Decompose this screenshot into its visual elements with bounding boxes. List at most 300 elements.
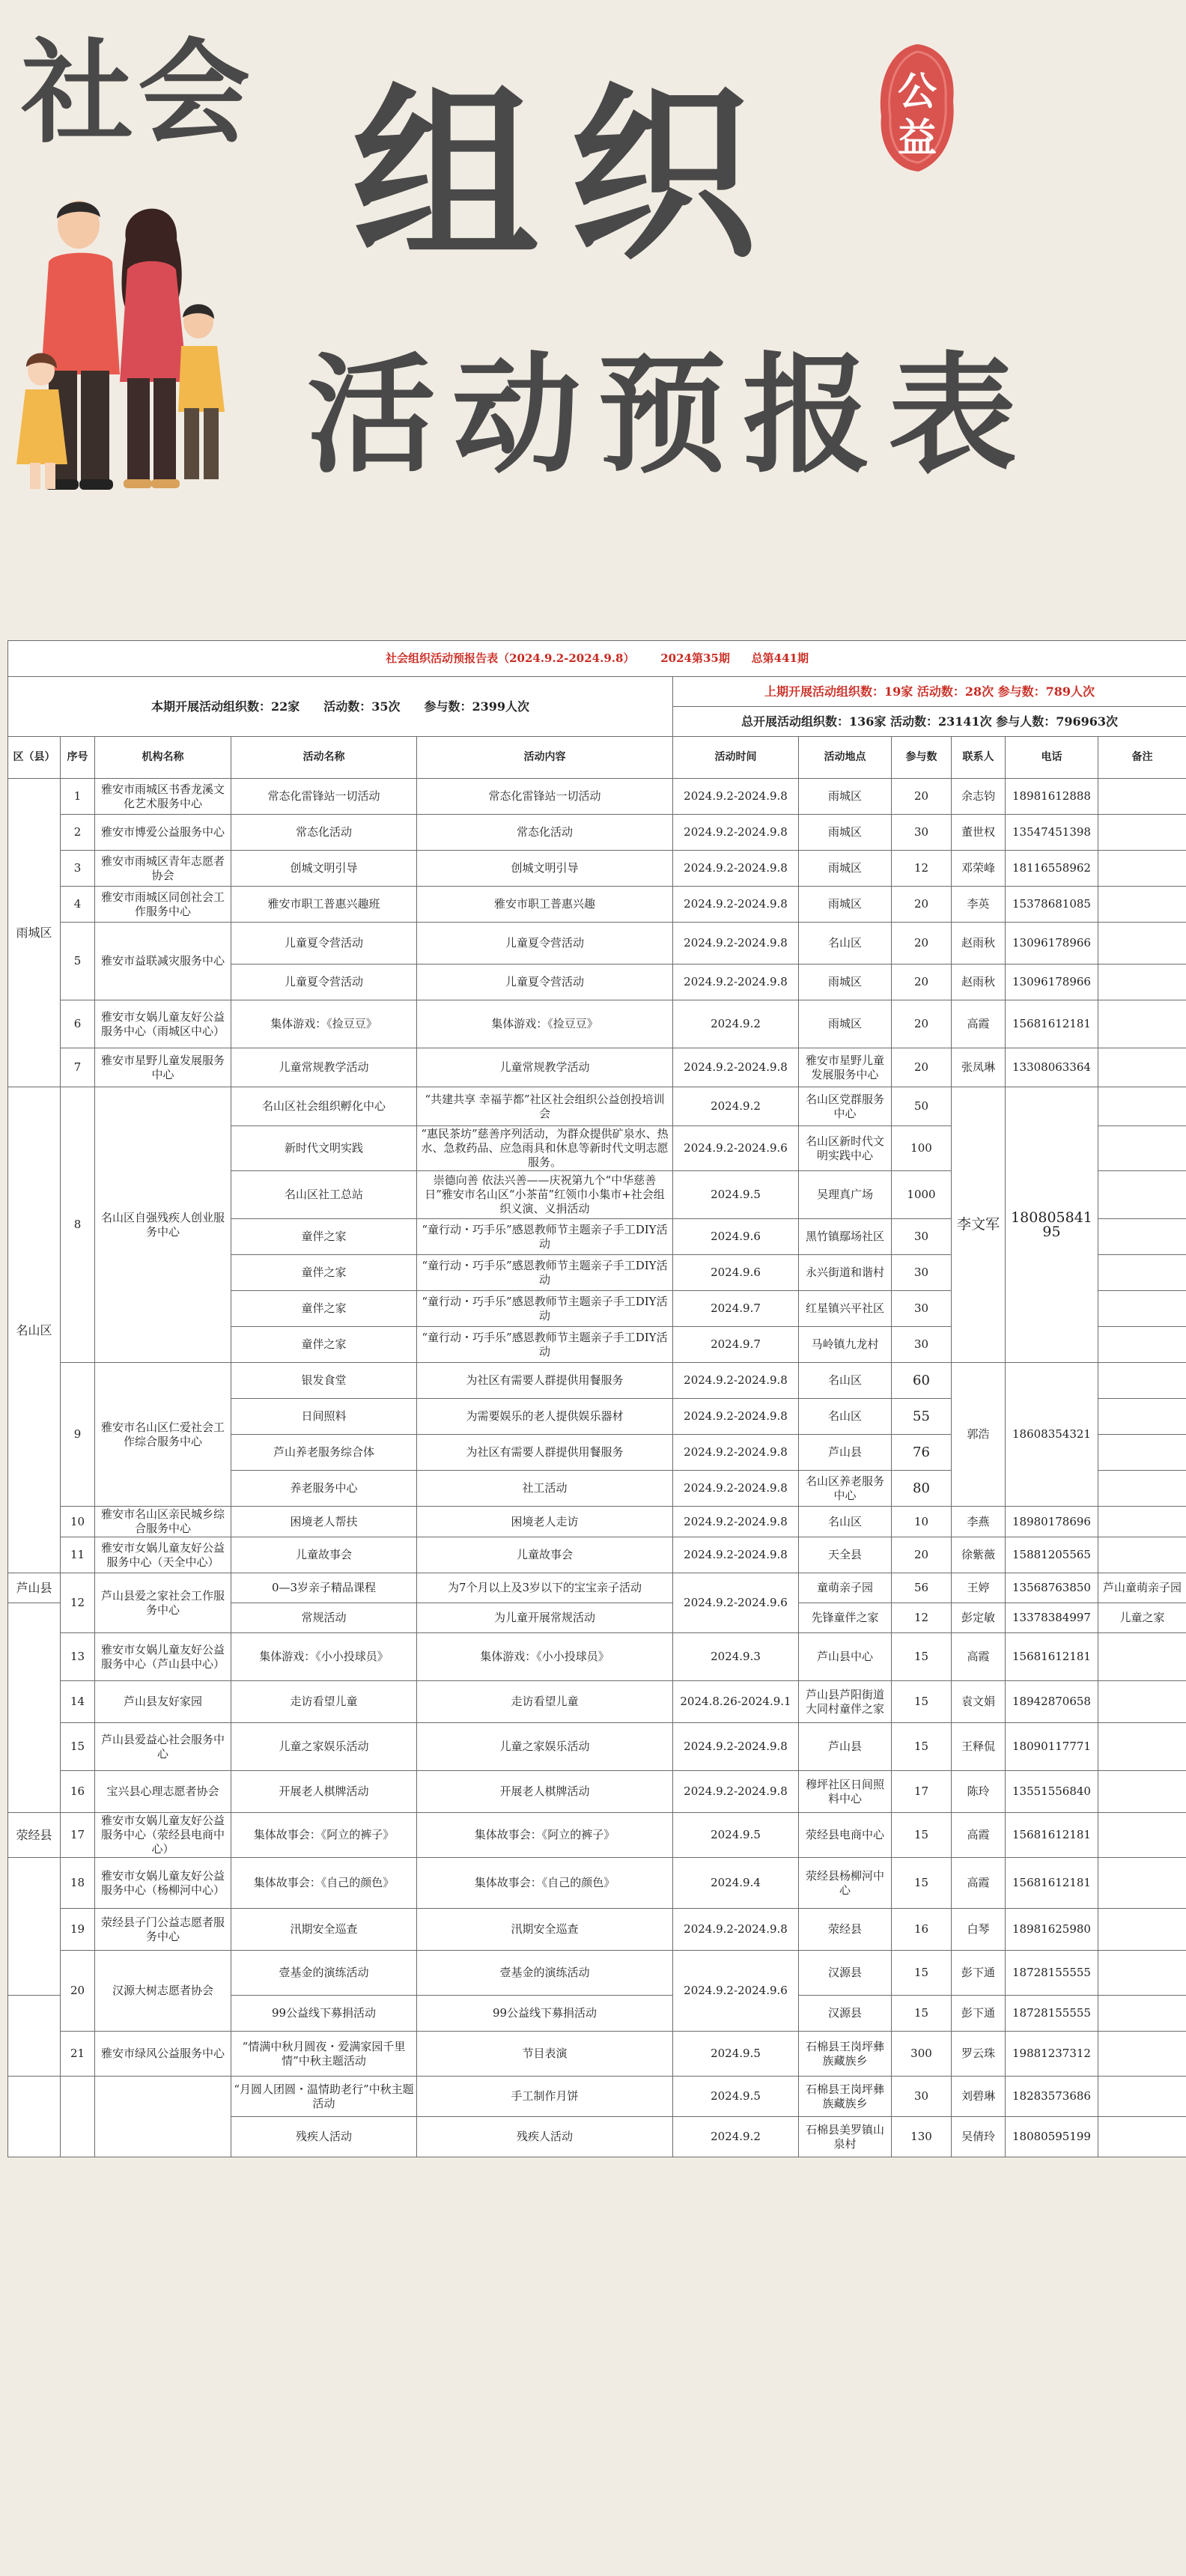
report-total-issue: 总第441期 (751, 651, 809, 665)
cell-count: 20 (892, 779, 952, 815)
cell-name: 童伴之家 (231, 1255, 417, 1291)
cell-note (1098, 2117, 1186, 2157)
cell-count: 30 (892, 1219, 952, 1255)
cell-time: 2024.9.2 (673, 1000, 799, 1048)
cell-place: 雨城区 (799, 779, 892, 815)
cell-count: 30 (892, 1291, 952, 1327)
cell-phone: 18116558962 (1006, 851, 1098, 887)
cell-phone: 18980178696 (1006, 1507, 1098, 1537)
cell-content: “共建共享 幸福芋都”社区社会组织公益创投培训会 (417, 1087, 673, 1126)
cell-count: 20 (892, 1000, 952, 1048)
cell-note (1098, 1507, 1186, 1537)
cell-content: 手工制作月饼 (417, 2077, 673, 2117)
cell-org: 雅安市名山区仁爱社会工作综合服务中心 (95, 1363, 231, 1507)
cell-content: “惠民茶坊”慈善序列活动，为群众提供矿泉水、热水、急救药品、应急雨具和休息等新时代文明志愿服务。 (417, 1126, 673, 1171)
cell-seq: 14 (61, 1681, 95, 1723)
cell-contact: 郭浩 (952, 1363, 1006, 1507)
cell-place: 芦山县 (799, 1723, 892, 1771)
cell-name: 集体游戏：《捡豆豆》 (231, 1000, 417, 1048)
cell-note (1098, 1813, 1186, 1858)
column-header-district: 区（县） (8, 737, 61, 779)
cell-seq: 21 (61, 2032, 95, 2077)
cell-time: 2024.9.6 (673, 1219, 799, 1255)
cell-org: 雅安市女娲儿童友好公益服务中心（荥经县电商中心） (95, 1813, 231, 1858)
cell-time: 2024.9.2-2024.9.6 (673, 1126, 799, 1171)
cell-contact: 赵雨秋 (952, 923, 1006, 965)
cell-note (1098, 2077, 1186, 2117)
cell-seq: 9 (61, 1363, 95, 1507)
cell-name: 新时代文明实践 (231, 1126, 417, 1171)
cell-org: 雅安市女娲儿童友好公益服务中心（雨城区中心） (95, 1000, 231, 1048)
table-row (8, 1858, 1186, 1909)
cell-org: 雅安市雨城区青年志愿者协会 (95, 851, 231, 887)
cell-content: 常态化活动 (417, 815, 673, 851)
report-sheet (7, 640, 1186, 2157)
cell-time: 2024.9.6 (673, 1255, 799, 1291)
cell-phone: 13096178966 (1006, 965, 1098, 1000)
column-header-name: 活动名称 (231, 737, 417, 779)
cell-place: 童萌亲子园 (799, 1573, 892, 1603)
cell-time: 2024.9.2-2024.9.8 (673, 965, 799, 1000)
cell-note (1098, 1909, 1186, 1951)
cell-place: 红星镇兴平社区 (799, 1291, 892, 1327)
cell-content: 集体故事会：《阿立的裤子》 (417, 1813, 673, 1858)
cell-name: 名山区社会组织孵化中心 (231, 1087, 417, 1126)
cell-content: 困境老人走访 (417, 1507, 673, 1537)
cell-contact: 高霞 (952, 1633, 1006, 1681)
cell-district (8, 2077, 61, 2157)
cell-note (1098, 887, 1186, 923)
cell-place: 雅安市星野儿童发展服务中心 (799, 1048, 892, 1087)
cell-count: 60 (892, 1363, 952, 1399)
cell-time: 2024.9.2-2024.9.8 (673, 1399, 799, 1435)
cell-phone: 18981625980 (1006, 1909, 1098, 1951)
cell-place: 雨城区 (799, 851, 892, 887)
cell-org: 汉源大树志愿者协会 (95, 1951, 231, 2032)
cell-phone: 15681612181 (1006, 1813, 1098, 1858)
cell-time: 2024.9.2-2024.9.8 (673, 923, 799, 965)
cell-name: “情满中秋月圆夜・爱满家园千里情”中秋主题活动 (231, 2032, 417, 2077)
cell-contact: 高霞 (952, 1858, 1006, 1909)
cell-time: 2024.9.2 (673, 2117, 799, 2157)
cell-place: 芦山县芦阳街道大同村童伴之家 (799, 1681, 892, 1723)
cell-content: 开展老人棋牌活动 (417, 1771, 673, 1813)
column-header-count: 参与数 (892, 737, 952, 779)
cell-note (1098, 1327, 1186, 1363)
cell-name: “月圆人团圆・温情助老行”中秋主题活动 (231, 2077, 417, 2117)
cell-org: 雅安市雨城区同创社会工作服务中心 (95, 887, 231, 923)
cell-time: 2024.9.2-2024.9.8 (673, 1507, 799, 1537)
cell-time: 2024.9.5 (673, 1171, 799, 1219)
cell-count: 20 (892, 965, 952, 1000)
cell-seq: 20 (61, 1951, 95, 2032)
cell-count: 50 (892, 1087, 952, 1126)
cell-contact: 彭定敏 (952, 1603, 1006, 1633)
cell-seq: 7 (61, 1048, 95, 1087)
cell-content: 社工活动 (417, 1471, 673, 1507)
cell-count: 55 (892, 1399, 952, 1435)
cell-time: 2024.9.5 (673, 2077, 799, 2117)
cell-place: 荥经县 (799, 1909, 892, 1951)
cell-time: 2024.9.2-2024.9.8 (673, 1363, 799, 1399)
last-summary: 上期开展活动组织数：19家 活动数：28次 参与数：789人次 (673, 677, 1186, 707)
cell-time: 2024.8.26-2024.9.1 (673, 1681, 799, 1723)
cell-seq: 16 (61, 1771, 95, 1813)
cell-content: “童行动・巧手乐”感恩教师节主题亲子手工DIY活动 (417, 1219, 673, 1255)
cell-content: 残疾人活动 (417, 2117, 673, 2157)
cell-org: 雅安市女娲儿童友好公益服务中心（杨柳河中心） (95, 1858, 231, 1909)
cell-note (1098, 1000, 1186, 1048)
title-line-3: 活动预报表 (307, 340, 1033, 490)
cell-name: 名山区社工总站 (231, 1171, 417, 1219)
cell-name: 常态化雷锋站一切活动 (231, 779, 417, 815)
cell-count: 300 (892, 2032, 952, 2077)
cell-seq: 13 (61, 1633, 95, 1681)
table-row (8, 851, 1186, 887)
cell-content: 为儿童开展常规活动 (417, 1603, 673, 1633)
cell-phone: 18942870658 (1006, 1681, 1098, 1723)
title-line-2: 组织 (352, 67, 786, 285)
cell-time: 2024.9.5 (673, 2032, 799, 2077)
cell-place: 名山区 (799, 1399, 892, 1435)
cell-place: 汉源县 (799, 1951, 892, 1996)
table-row (8, 1507, 1186, 1537)
cell-phone: 19881237312 (1006, 2032, 1098, 2077)
cell-time: 2024.9.5 (673, 1813, 799, 1858)
cell-count: 12 (892, 851, 952, 887)
cell-note (1098, 1537, 1186, 1573)
table-row (8, 815, 1186, 851)
cell-seq: 10 (61, 1507, 95, 1537)
cell-name: 常规活动 (231, 1603, 417, 1633)
cell-count: 100 (892, 1126, 952, 1171)
column-header-time: 活动时间 (673, 737, 799, 779)
table-row (8, 1573, 1186, 1603)
cell-name: 儿童故事会 (231, 1537, 417, 1573)
cell-phone: 18981612888 (1006, 779, 1098, 815)
cell-time: 2024.9.2 (673, 1087, 799, 1126)
cell-org (95, 2077, 231, 2157)
cell-note (1098, 815, 1186, 851)
cell-count: 30 (892, 1327, 952, 1363)
cell-time: 2024.9.4 (673, 1858, 799, 1909)
column-header-note: 备注 (1098, 737, 1186, 779)
cell-time: 2024.9.2-2024.9.8 (673, 1909, 799, 1951)
table-row (8, 1681, 1186, 1723)
cell-place: 名山区党群服务中心 (799, 1087, 892, 1126)
cell-contact: 徐紫薇 (952, 1537, 1006, 1573)
cell-content: 走访看望儿童 (417, 1681, 673, 1723)
cell-place: 名山区 (799, 1363, 892, 1399)
cell-time: 2024.9.2-2024.9.8 (673, 887, 799, 923)
cell-time: 2024.9.2-2024.9.8 (673, 1723, 799, 1771)
cell-count: 15 (892, 1813, 952, 1858)
cell-content: 为社区有需要人群提供用餐服务 (417, 1363, 673, 1399)
cell-phone: 15378681085 (1006, 887, 1098, 923)
cell-place: 吴理真广场 (799, 1171, 892, 1219)
cell-seq: 12 (61, 1573, 95, 1633)
cell-content: 壹基金的演练活动 (417, 1951, 673, 1996)
cell-phone: 18080584195 (1006, 1087, 1098, 1363)
cell-note (1098, 779, 1186, 815)
cell-seq (61, 2077, 95, 2157)
cell-phone: 13378384997 (1006, 1603, 1098, 1633)
cell-time: 2024.9.3 (673, 1633, 799, 1681)
cell-contact: 袁文娟 (952, 1681, 1006, 1723)
cell-seq: 18 (61, 1858, 95, 1909)
cell-place: 雨城区 (799, 815, 892, 851)
cell-note (1098, 1858, 1186, 1909)
cell-count: 15 (892, 1633, 952, 1681)
cell-name: 常态化活动 (231, 815, 417, 851)
cell-phone: 15681612181 (1006, 1858, 1098, 1909)
cell-note (1098, 1255, 1186, 1291)
cell-contact: 董世权 (952, 815, 1006, 851)
cell-phone: 15681612181 (1006, 1000, 1098, 1048)
cell-phone: 18283573686 (1006, 2077, 1098, 2117)
cell-place: 石棉县王岗坪彝族藏族乡 (799, 2077, 892, 2117)
cell-phone: 13096178966 (1006, 923, 1098, 965)
cell-note (1098, 1219, 1186, 1255)
cell-org: 雅安市博爱公益服务中心 (95, 815, 231, 851)
table-row (8, 1000, 1186, 1048)
table-row (8, 1813, 1186, 1858)
cell-place: 雨城区 (799, 1000, 892, 1048)
cell-note (1098, 2032, 1186, 2077)
cell-note (1098, 1087, 1186, 1126)
cell-time: 2024.9.7 (673, 1291, 799, 1327)
report-title-cell (8, 641, 1186, 677)
cell-org: 荥经县子门公益志愿者服务中心 (95, 1909, 231, 1951)
cell-name: 创城文明引导 (231, 851, 417, 887)
cell-content: 为需要娱乐的老人提供娱乐器材 (417, 1399, 673, 1435)
cell-place: 穆坪社区日间照料中心 (799, 1771, 892, 1813)
cell-note (1098, 1471, 1186, 1507)
cell-content: 为社区有需要人群提供用餐服务 (417, 1435, 673, 1471)
cell-place: 永兴街道和谐村 (799, 1255, 892, 1291)
seal-text (880, 69, 955, 162)
cell-count: 30 (892, 815, 952, 851)
cell-note (1098, 1681, 1186, 1723)
cell-district (8, 1858, 61, 1996)
family-illustration-icon (7, 180, 247, 509)
cell-content: “童行动・巧手乐”感恩教师节主题亲子手工DIY活动 (417, 1291, 673, 1327)
table-row (8, 1087, 1186, 1126)
cell-name: 集体故事会：《自己的颜色》 (231, 1858, 417, 1909)
column-header-place: 活动地点 (799, 737, 892, 779)
cell-time: 2024.9.2-2024.9.6 (673, 1951, 799, 2032)
cell-name: 童伴之家 (231, 1291, 417, 1327)
cell-count: 15 (892, 1858, 952, 1909)
cell-org: 雅安市女娲儿童友好公益服务中心（天全中心） (95, 1537, 231, 1573)
column-header-phone: 电话 (1006, 737, 1098, 779)
cell-content: 崇德向善 依法兴善——庆祝第九个“中华慈善日”雅安市名山区“小茶苗”红领巾小集市+社会组织义演、义捐活动 (417, 1171, 673, 1219)
cell-note: 芦山童萌亲子园 (1098, 1573, 1186, 1603)
cell-phone: 15681612181 (1006, 1633, 1098, 1681)
cell-phone: 18080595199 (1006, 2117, 1098, 2157)
cell-place: 名山区新时代文明实践中心 (799, 1126, 892, 1171)
cell-count: 15 (892, 1996, 952, 2032)
cell-name: 集体故事会：《阿立的裤子》 (231, 1813, 417, 1858)
cell-count: 10 (892, 1507, 952, 1537)
cell-content: “童行动・巧手乐”感恩教师节主题亲子手工DIY活动 (417, 1327, 673, 1363)
cell-org: 雅安市绿风公益服务中心 (95, 2032, 231, 2077)
cell-name: 开展老人棋牌活动 (231, 1771, 417, 1813)
cell-name: 儿童之家娱乐活动 (231, 1723, 417, 1771)
cell-place: 马岭镇九龙村 (799, 1327, 892, 1363)
cell-note (1098, 1435, 1186, 1471)
cell-seq: 2 (61, 815, 95, 851)
cell-note (1098, 1996, 1186, 2032)
cell-time: 2024.9.2-2024.9.8 (673, 1435, 799, 1471)
cell-seq: 11 (61, 1537, 95, 1573)
table-row (8, 1951, 1186, 1996)
column-header-contact: 联系人 (952, 737, 1006, 779)
cell-time: 2024.9.2-2024.9.8 (673, 779, 799, 815)
table-row (8, 779, 1186, 815)
cell-contact: 余志钧 (952, 779, 1006, 815)
cell-contact: 高霞 (952, 1000, 1006, 1048)
cell-seq: 3 (61, 851, 95, 887)
cell-content: 儿童常规教学活动 (417, 1048, 673, 1087)
cell-note (1098, 1171, 1186, 1219)
cell-note (1098, 851, 1186, 887)
cell-place: 石棉县王岗坪彝族藏族乡 (799, 2032, 892, 2077)
cell-time: 2024.9.2-2024.9.8 (673, 815, 799, 851)
cell-name: 儿童夏令营活动 (231, 923, 417, 965)
cell-note (1098, 1363, 1186, 1399)
cell-org: 雅安市名山区亲民城乡综合服务中心 (95, 1507, 231, 1537)
cell-name: 0—3岁亲子精品课程 (231, 1573, 417, 1603)
cell-seq: 4 (61, 887, 95, 923)
cell-seq: 5 (61, 923, 95, 1000)
cell-content: 创城文明引导 (417, 851, 673, 887)
table-row (8, 2077, 1186, 2117)
cell-seq: 8 (61, 1087, 95, 1363)
cell-note (1098, 1633, 1186, 1681)
cell-contact: 白琴 (952, 1909, 1006, 1951)
cell-place: 天全县 (799, 1537, 892, 1573)
cell-seq: 15 (61, 1723, 95, 1771)
cell-org: 雅安市星野儿童发展服务中心 (95, 1048, 231, 1087)
cell-seq: 1 (61, 779, 95, 815)
cell-contact: 王释侃 (952, 1723, 1006, 1771)
cell-count: 76 (892, 1435, 952, 1471)
cell-name: 儿童夏令营活动 (231, 965, 417, 1000)
cell-count: 20 (892, 887, 952, 923)
cell-phone: 18728155555 (1006, 1951, 1098, 1996)
cell-time: 2024.9.7 (673, 1327, 799, 1363)
cell-note: 儿童之家 (1098, 1603, 1186, 1633)
table-row (8, 1723, 1186, 1771)
cell-contact: 邓荣峰 (952, 851, 1006, 887)
cell-name: 日间照料 (231, 1399, 417, 1435)
cell-seq: 17 (61, 1813, 95, 1858)
cell-note (1098, 1048, 1186, 1087)
column-header-seq: 序号 (61, 737, 95, 779)
cell-seq: 19 (61, 1909, 95, 1951)
cell-count: 17 (892, 1771, 952, 1813)
cell-place: 雨城区 (799, 887, 892, 923)
cell-place: 荥经县杨柳河中心 (799, 1858, 892, 1909)
cell-content: 儿童夏令营活动 (417, 923, 673, 965)
cell-content: 集体故事会：《自己的颜色》 (417, 1858, 673, 1909)
cell-name: 残疾人活动 (231, 2117, 417, 2157)
cell-place: 荥经县电商中心 (799, 1813, 892, 1858)
cell-content: 节目表演 (417, 2032, 673, 2077)
cell-note (1098, 1771, 1186, 1813)
cell-place: 雨城区 (799, 965, 892, 1000)
cell-place: 芦山县中心 (799, 1633, 892, 1681)
cell-seq: 6 (61, 1000, 95, 1048)
cell-content: 雅安市职工普惠兴趣 (417, 887, 673, 923)
table-row (8, 923, 1186, 965)
seal-char-2: 益 (897, 116, 937, 161)
cell-content: 集体游戏：《捡豆豆》 (417, 1000, 673, 1048)
cell-name: 儿童常规教学活动 (231, 1048, 417, 1087)
cell-phone: 18090117771 (1006, 1723, 1098, 1771)
cell-content: 儿童之家娱乐活动 (417, 1723, 673, 1771)
cell-note (1098, 965, 1186, 1000)
table-row (8, 2032, 1186, 2077)
cell-contact: 彭下通 (952, 1951, 1006, 1996)
cell-district (8, 1603, 61, 1813)
cell-name: 走访看望儿童 (231, 1681, 417, 1723)
cell-time: 2024.9.2-2024.9.8 (673, 1471, 799, 1507)
cell-name: 养老服务中心 (231, 1471, 417, 1507)
table-row (8, 1048, 1186, 1087)
current-summary: 本期开展活动组织数：22家 活动数：35次 参与数：2399人次 (8, 677, 673, 737)
cell-org: 宝兴县心理志愿者协会 (95, 1771, 231, 1813)
cell-content: 儿童故事会 (417, 1537, 673, 1573)
cell-name: 99公益线下募捐活动 (231, 1996, 417, 2032)
cell-contact: 赵雨秋 (952, 965, 1006, 1000)
cell-phone: 13547451398 (1006, 815, 1098, 851)
cell-contact: 李英 (952, 887, 1006, 923)
cell-time: 2024.9.2-2024.9.8 (673, 1771, 799, 1813)
report-issue: 2024第35期 (660, 651, 730, 665)
table-row (8, 1537, 1186, 1573)
cell-time: 2024.9.2-2024.9.8 (673, 851, 799, 887)
cell-count: 15 (892, 1723, 952, 1771)
cell-contact: 张凤琳 (952, 1048, 1006, 1087)
cell-place: 先锋童伴之家 (799, 1603, 892, 1633)
cell-contact: 彭下通 (952, 1996, 1006, 2032)
cell-contact: 李燕 (952, 1507, 1006, 1537)
cell-content: 为7个月以上及3岁以下的宝宝亲子活动 (417, 1573, 673, 1603)
table-row (8, 1909, 1186, 1951)
cell-place: 名山区养老服务中心 (799, 1471, 892, 1507)
cell-district: 名山区 (8, 1087, 61, 1573)
cell-name: 雅安市职工普惠兴趣班 (231, 887, 417, 923)
cell-place: 名山区 (799, 1507, 892, 1537)
cell-count: 12 (892, 1603, 952, 1633)
cell-content: 儿童夏令营活动 (417, 965, 673, 1000)
cell-phone: 18608354321 (1006, 1363, 1098, 1507)
cell-name: 童伴之家 (231, 1219, 417, 1255)
cell-name: 集体游戏：《小小投球员》 (231, 1633, 417, 1681)
cell-count: 30 (892, 2077, 952, 2117)
cell-contact: 罗云珠 (952, 2032, 1006, 2077)
cell-count: 80 (892, 1471, 952, 1507)
total-summary: 总开展活动组织数：136家 活动数：23141次 参与人数：796963次 (673, 707, 1186, 737)
cell-note (1098, 1399, 1186, 1435)
cell-district: 荥经县 (8, 1813, 61, 1858)
cell-name: 芦山养老服务综合体 (231, 1435, 417, 1471)
activity-table (7, 640, 1186, 2157)
cell-count: 15 (892, 1681, 952, 1723)
table-row (8, 887, 1186, 923)
